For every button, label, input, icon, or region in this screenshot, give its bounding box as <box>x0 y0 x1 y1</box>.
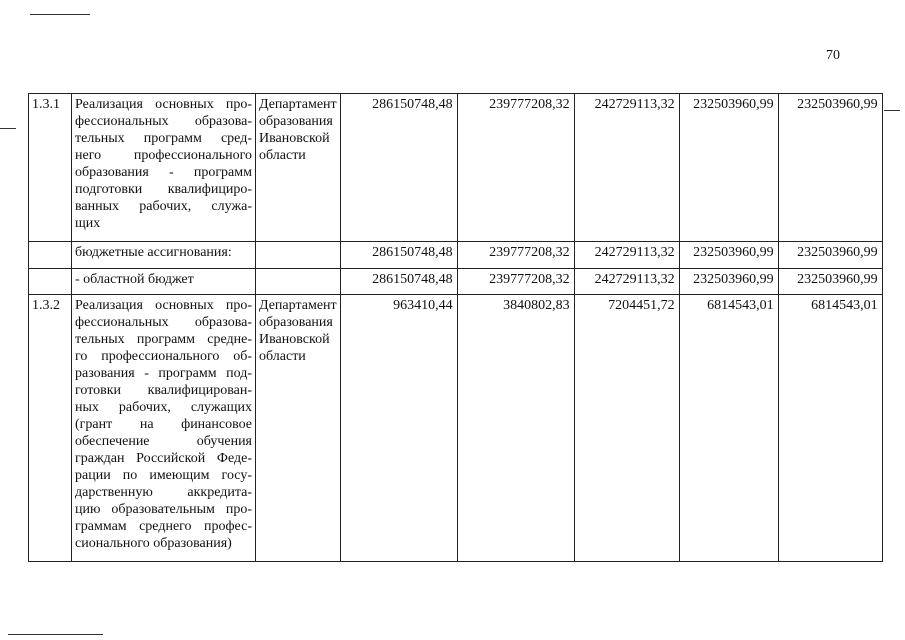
text-line: фессиональных образова- <box>75 315 252 330</box>
page-number: 70 <box>826 48 840 63</box>
row-value: 232503960,99 <box>679 242 778 269</box>
row-value: 3840802,83 <box>457 295 574 562</box>
row-value: 6814543,01 <box>778 295 882 562</box>
table-row <box>29 94 883 242</box>
row-value: 232503960,99 <box>778 269 882 295</box>
text-line: граммам среднего профес- <box>75 519 252 534</box>
table-row <box>29 295 883 562</box>
text-line: дарственную аккредита- <box>75 485 252 500</box>
text-line: бюджетные ассигнования: <box>75 245 232 260</box>
row-value: 242729113,32 <box>574 242 679 269</box>
row-code: 1.3.2 <box>29 295 72 562</box>
text-line: фессиональных образова- <box>75 114 252 129</box>
row-value: 239777208,32 <box>457 269 574 295</box>
text-line: Ивановской <box>259 131 330 146</box>
text-line: него профессионального <box>75 148 252 163</box>
text-line: ных рабочих, служащих <box>75 400 252 415</box>
text-line: разования - программ под- <box>75 366 252 381</box>
text-line: Департамент <box>259 97 337 112</box>
row-executor <box>256 94 341 242</box>
text-line: области <box>259 148 306 163</box>
row-value: 232503960,99 <box>778 94 882 242</box>
text-line: го профессионального об- <box>75 349 252 364</box>
row-value: 7204451,72 <box>574 295 679 562</box>
row-value: 239777208,32 <box>457 94 574 242</box>
row-value: 286150748,48 <box>340 269 457 295</box>
row-value: 6814543,01 <box>679 295 778 562</box>
text-line: Реализация основных про- <box>75 97 252 112</box>
text-line: цию образовательным про- <box>75 502 252 517</box>
row-value: 232503960,99 <box>778 242 882 269</box>
row-description <box>72 269 256 295</box>
text-line: области <box>259 349 306 364</box>
text-line: образования - программ <box>75 165 252 180</box>
row-description <box>72 295 256 562</box>
text-line: образования <box>259 315 333 330</box>
row-value: 286150748,48 <box>340 94 457 242</box>
text-line: обеспечение обучения <box>75 434 252 449</box>
row-value: 242729113,32 <box>574 269 679 295</box>
row-value: 232503960,99 <box>679 94 778 242</box>
row-value: 286150748,48 <box>340 242 457 269</box>
text-line: Департамент <box>259 298 337 313</box>
table-row <box>29 269 883 295</box>
text-line: готовки квалифицирован- <box>75 383 252 398</box>
text-line: граждан Российской Феде- <box>75 451 252 466</box>
scan-artifact-line <box>0 128 16 129</box>
scan-artifact-line <box>8 634 103 635</box>
text-line: подготовки квалифициро- <box>75 182 252 197</box>
row-value: 963410,44 <box>340 295 457 562</box>
row-code <box>29 242 72 269</box>
row-executor <box>256 242 341 269</box>
row-code <box>29 269 72 295</box>
text-line: сионального образования) <box>75 536 232 551</box>
text-line: тельных программ средне- <box>75 332 252 347</box>
scan-artifact-line <box>884 110 900 111</box>
text-line: (грант на финансовое <box>75 417 252 432</box>
text-line: ванных рабочих, служа- <box>75 199 252 214</box>
row-value: 232503960,99 <box>679 269 778 295</box>
row-executor <box>256 295 341 562</box>
scan-artifact-line <box>30 14 90 15</box>
text-line: рации по имеющим госу- <box>75 468 252 483</box>
row-executor <box>256 269 341 295</box>
budget-table <box>28 93 883 562</box>
row-description <box>72 242 256 269</box>
text-line: щих <box>75 216 101 231</box>
text-line: Реализация основных про- <box>75 298 252 313</box>
text-line: образования <box>259 114 333 129</box>
row-value: 239777208,32 <box>457 242 574 269</box>
row-value: 242729113,32 <box>574 94 679 242</box>
row-description <box>72 94 256 242</box>
row-code: 1.3.1 <box>29 94 72 242</box>
table-row <box>29 242 883 269</box>
text-line: - областной бюджет <box>75 272 194 287</box>
text-line: тельных программ сред- <box>75 131 252 146</box>
text-line: Ивановской <box>259 332 330 347</box>
